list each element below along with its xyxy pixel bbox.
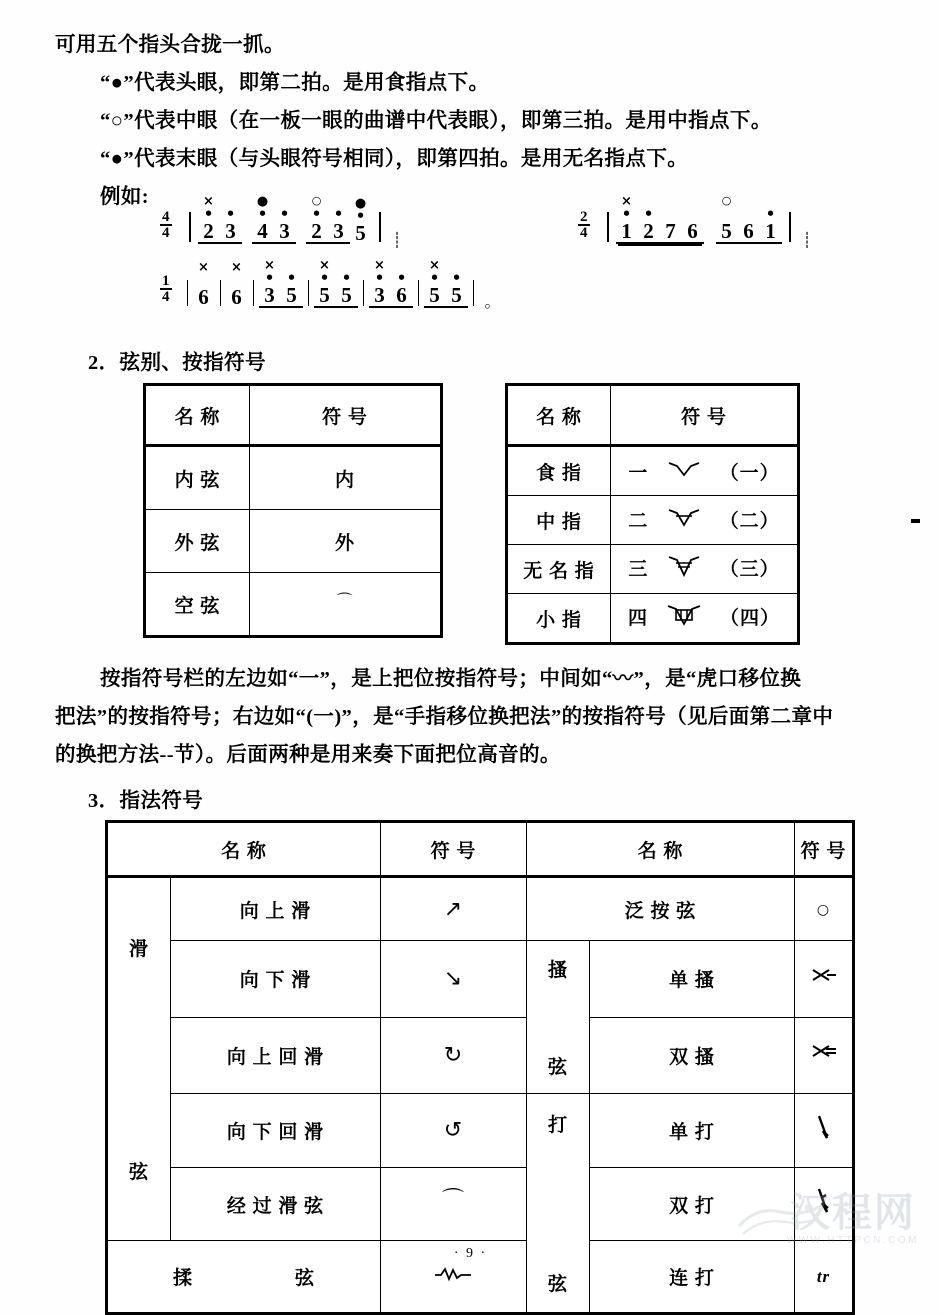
table-header-row — [107, 822, 854, 877]
header-symbol: 符 号 — [250, 385, 442, 446]
row-name: 向 下 滑 — [171, 941, 381, 1018]
note-pitch: 7 — [665, 219, 676, 243]
note — [660, 221, 682, 242]
paren-numeral-symbol: （二） — [719, 511, 780, 532]
barline — [607, 212, 609, 242]
note — [220, 205, 242, 243]
beam-group — [306, 194, 350, 244]
header-symbol: 符 号 — [611, 385, 799, 446]
watermark-text: 汉程网 — [789, 1191, 916, 1235]
note — [760, 205, 782, 243]
note — [336, 269, 358, 307]
octave-dot: • — [643, 205, 654, 223]
barline — [363, 280, 364, 306]
barline — [789, 212, 791, 242]
octave-dot: • — [319, 269, 330, 287]
row-name: 空 弦 — [145, 573, 250, 637]
time-signature-2-4: $\frac{2}{4}$ — [580, 209, 588, 241]
fingering-symbol-table — [105, 820, 855, 1315]
row-symbol — [380, 1017, 526, 1094]
numeral-symbol: 二 — [628, 511, 649, 532]
row-symbols — [611, 594, 799, 644]
table-row — [507, 496, 799, 545]
table-row — [507, 594, 799, 644]
slide-down-arrow-icon: ↘ — [443, 966, 464, 992]
table-header-row — [507, 385, 799, 446]
note-pitch: 5 — [341, 283, 352, 307]
note-pitch: 3 — [225, 219, 236, 243]
row-symbol — [380, 1094, 526, 1168]
octave-dot: • — [279, 205, 290, 223]
hukou-v2-icon — [667, 506, 701, 534]
header-name: 名 称 — [507, 385, 611, 446]
note — [638, 205, 660, 243]
beat-mark: × — [231, 260, 242, 275]
hukou-v4-icon — [666, 603, 702, 633]
music-example-3 — [160, 258, 501, 311]
header-symbol-right: 符 号 — [795, 822, 854, 877]
beam-group — [314, 258, 358, 308]
note — [716, 194, 738, 243]
octave-dot: • — [333, 205, 344, 223]
beat-mark: ● — [354, 196, 367, 211]
row-name-vibrato: 揉 弦 — [107, 1241, 381, 1314]
table-row — [107, 877, 854, 941]
row-symbols — [611, 446, 799, 496]
note-pitch: 5 — [319, 283, 330, 307]
note — [682, 221, 704, 242]
numeral-symbol: 一 — [628, 462, 649, 484]
table-row — [107, 1017, 854, 1094]
page-number: · 9 · — [453, 1246, 488, 1261]
note — [446, 269, 468, 307]
time-signature-4-4: $\frac{4}{4}$ — [162, 209, 170, 241]
row-name: 食 指 — [507, 446, 611, 496]
music-example-2 — [578, 194, 812, 249]
note-pitch: 2 — [643, 219, 654, 243]
row-name-right: 双 打 — [589, 1167, 794, 1241]
explanation-line-1: 按指符号栏的左边如“一”，是上把位按指符号；中间如“〰”，是“虎口移位换 — [100, 668, 802, 690]
single-strike-icon — [816, 1112, 832, 1148]
note-pitch: 5 — [429, 283, 440, 307]
table-row — [507, 545, 799, 594]
note-pitch: 6 — [198, 285, 209, 309]
beat-mark: × — [429, 258, 440, 273]
barline — [308, 280, 309, 306]
barline — [418, 280, 419, 306]
note-pitch: 3 — [279, 219, 290, 243]
octave-dot: • — [451, 269, 462, 287]
note-pitch: 6 — [743, 219, 754, 243]
octave-dot: • — [257, 205, 268, 223]
note — [193, 260, 215, 309]
beat-mark: × — [203, 194, 214, 209]
row-name-right: 单 打 — [589, 1094, 794, 1168]
row-symbol — [380, 877, 526, 941]
octave-dot: • — [355, 207, 366, 225]
note-pitch: 1 — [765, 219, 776, 243]
paren-numeral-symbol: （一） — [719, 462, 780, 484]
note-pitch: 5 — [286, 283, 297, 307]
end-mark: 。 — [484, 294, 501, 311]
row-symbol — [380, 941, 526, 1018]
intro-line-4: “●”代表末眼（与头眼符号相同），即第四拍。是用无名指点下。 — [100, 148, 689, 170]
note — [306, 194, 328, 243]
slide-up-arrow-icon: ↗ — [443, 896, 464, 922]
note — [616, 194, 638, 243]
beam-group — [424, 258, 468, 308]
double-strike-icon — [816, 1186, 832, 1222]
end-mark: ┊ — [392, 233, 402, 249]
slide-up-return-icon: ↻ — [443, 1042, 464, 1068]
row-name: 向 下 回 滑 — [171, 1094, 381, 1168]
note — [738, 221, 760, 242]
beam-group — [259, 258, 303, 308]
row-symbol: 内 — [250, 446, 442, 510]
note-pitch: 5 — [451, 283, 462, 307]
octave-dot: • — [429, 269, 440, 287]
note-pitch: 4 — [257, 219, 268, 243]
octave-dot: • — [225, 205, 236, 223]
paren-numeral-symbol: （四） — [719, 608, 780, 629]
note-pitch: 6 — [231, 285, 242, 309]
octave-dot: • — [203, 205, 214, 223]
row-name: 内 弦 — [145, 446, 250, 510]
row-symbol: 外 — [250, 510, 442, 573]
octave-dot: • — [621, 205, 632, 223]
octave-dot: • — [286, 269, 297, 287]
numeral-symbol: 四 — [627, 608, 648, 629]
note — [274, 205, 296, 243]
note — [281, 269, 303, 307]
row-symbols — [611, 496, 799, 545]
row-name: 向 上 回 滑 — [171, 1017, 381, 1094]
note — [328, 205, 350, 243]
note — [259, 258, 281, 307]
octave-dot: • — [765, 205, 776, 223]
row-symbol-right — [795, 1167, 854, 1241]
row-name: 小 指 — [507, 594, 611, 644]
intro-line-5: 例如: — [100, 186, 150, 208]
hukou-v3-icon — [667, 554, 701, 584]
beat-mark: × — [319, 258, 330, 273]
trill-tr-icon: tr — [816, 1266, 831, 1286]
beam-group — [252, 194, 296, 244]
end-mark: ┊ — [802, 233, 812, 249]
intro-line-1: 可用五个指头合拢一抓。 — [55, 34, 285, 56]
row-name: 经 过 滑 弦 — [171, 1167, 381, 1241]
beam-group-double — [616, 194, 704, 244]
note — [424, 258, 446, 307]
barline — [220, 280, 221, 306]
explanation-paragraph — [55, 660, 941, 774]
double-scratch-icon — [809, 1043, 839, 1067]
intro-text-block — [55, 26, 935, 223]
barline — [253, 280, 254, 306]
note — [391, 269, 413, 307]
string-type-table — [143, 383, 443, 638]
barline — [189, 212, 191, 242]
octave-dot: • — [264, 269, 275, 287]
beat-mark: × — [621, 194, 632, 209]
watermark-url: WWW.HTTPCN.COM — [786, 1235, 919, 1246]
beat-mark: × — [264, 258, 275, 273]
row-symbol-right — [795, 941, 854, 1018]
vibrato-wave-icon — [433, 1266, 473, 1288]
barline — [473, 280, 474, 306]
category-scratch: 搔 弦 — [526, 941, 589, 1094]
note-pitch: 3 — [264, 283, 275, 307]
row-name: 中 指 — [507, 496, 611, 545]
row-symbol-right — [795, 877, 854, 941]
note — [369, 258, 391, 307]
octave-dot: • — [311, 205, 322, 223]
note-pitch: 1 — [621, 219, 632, 243]
table-row — [145, 573, 442, 637]
octave-dot: • — [341, 269, 352, 287]
row-name-right: 单 搔 — [589, 941, 794, 1018]
note-pitch: 6 — [396, 283, 407, 307]
table-row — [145, 510, 442, 573]
table-row — [107, 941, 854, 1018]
note — [226, 260, 248, 309]
circle-symbol-icon: ○ — [816, 902, 831, 918]
paren-numeral-symbol: （三） — [719, 559, 780, 580]
scan-artifact — [911, 519, 920, 523]
finger-symbol-table — [505, 383, 800, 645]
header-name-right: 名 称 — [526, 822, 794, 877]
note-pitch: 3 — [374, 283, 385, 307]
section-3-heading: 3．指法符号 — [88, 790, 204, 812]
table-row — [145, 446, 442, 510]
beam-group — [716, 194, 782, 244]
table-row — [107, 1167, 854, 1241]
beam-group — [369, 258, 413, 308]
row-symbol — [250, 573, 442, 637]
row-name: 无 名 指 — [507, 545, 611, 594]
music-example-1 — [160, 194, 402, 249]
category-strike: 打 弦 — [526, 1094, 589, 1314]
note-pitch: 6 — [687, 219, 698, 243]
note — [350, 196, 372, 245]
table-row — [107, 1094, 854, 1168]
note-pitch: 2 — [311, 219, 322, 243]
row-symbols — [611, 545, 799, 594]
note-pitch: 2 — [203, 219, 214, 243]
numeral-symbol: 三 — [628, 559, 649, 580]
row-symbol-right — [795, 1094, 854, 1168]
beam-group — [198, 194, 242, 244]
octave-dot: • — [396, 269, 407, 287]
note-pitch: 3 — [333, 219, 344, 243]
note-pitch: 5 — [355, 221, 366, 245]
beat-mark: × — [374, 258, 385, 273]
barline — [379, 212, 381, 242]
beat-mark: ○ — [721, 194, 732, 207]
section-2-heading: 2．弦别、按指符号 — [88, 352, 266, 374]
row-name-right: 双 搔 — [589, 1017, 794, 1094]
octave-dot: • — [374, 269, 385, 287]
table-row — [507, 446, 799, 496]
row-symbol — [380, 1167, 526, 1241]
row-name-right: 泛 按 弦 — [526, 877, 794, 941]
explanation-line-2: 把法”的按指符号；右边如“(一)”，是“手指移位换把法”的按指符号（见后面第二章中 — [55, 706, 834, 728]
row-name: 外 弦 — [145, 510, 250, 573]
explanation-line-3: 的换把方法--节）。后面两种是用来奏下面把位高音的。 — [55, 744, 561, 766]
beat-mark: × — [198, 260, 209, 275]
pass-slide-arc-icon: ⌒ — [441, 1187, 465, 1213]
row-symbol-right — [795, 1017, 854, 1094]
note — [198, 194, 220, 243]
single-scratch-icon — [809, 967, 839, 991]
table-header-row — [145, 385, 442, 446]
note — [314, 258, 336, 307]
note-pitch: 5 — [721, 219, 732, 243]
note — [252, 194, 274, 243]
intro-line-3: “○”代表中眼（在一板一眼的曲谱中代表眼），即第三拍。是用中指点下。 — [100, 110, 772, 132]
header-name-left: 名 称 — [107, 822, 381, 877]
barline — [187, 280, 188, 306]
row-name: 向 上 滑 — [171, 877, 381, 941]
category-slide: 滑 弦 — [107, 877, 171, 1241]
time-signature-1-4: $\frac{1}{4}$ — [162, 273, 170, 305]
beat-mark: ● — [256, 194, 269, 209]
arc-symbol-icon: ⌒ — [336, 591, 354, 610]
header-symbol-left: 符 号 — [380, 822, 526, 877]
intro-line-2: “●”代表头眼，即第二拍。是用食指点下。 — [100, 72, 490, 94]
header-name: 名 称 — [145, 385, 250, 446]
beat-mark: ○ — [311, 194, 322, 207]
hukou-v1-icon — [667, 458, 701, 485]
slide-down-return-icon: ↺ — [443, 1117, 464, 1143]
row-name-right: 连 打 — [589, 1241, 794, 1314]
